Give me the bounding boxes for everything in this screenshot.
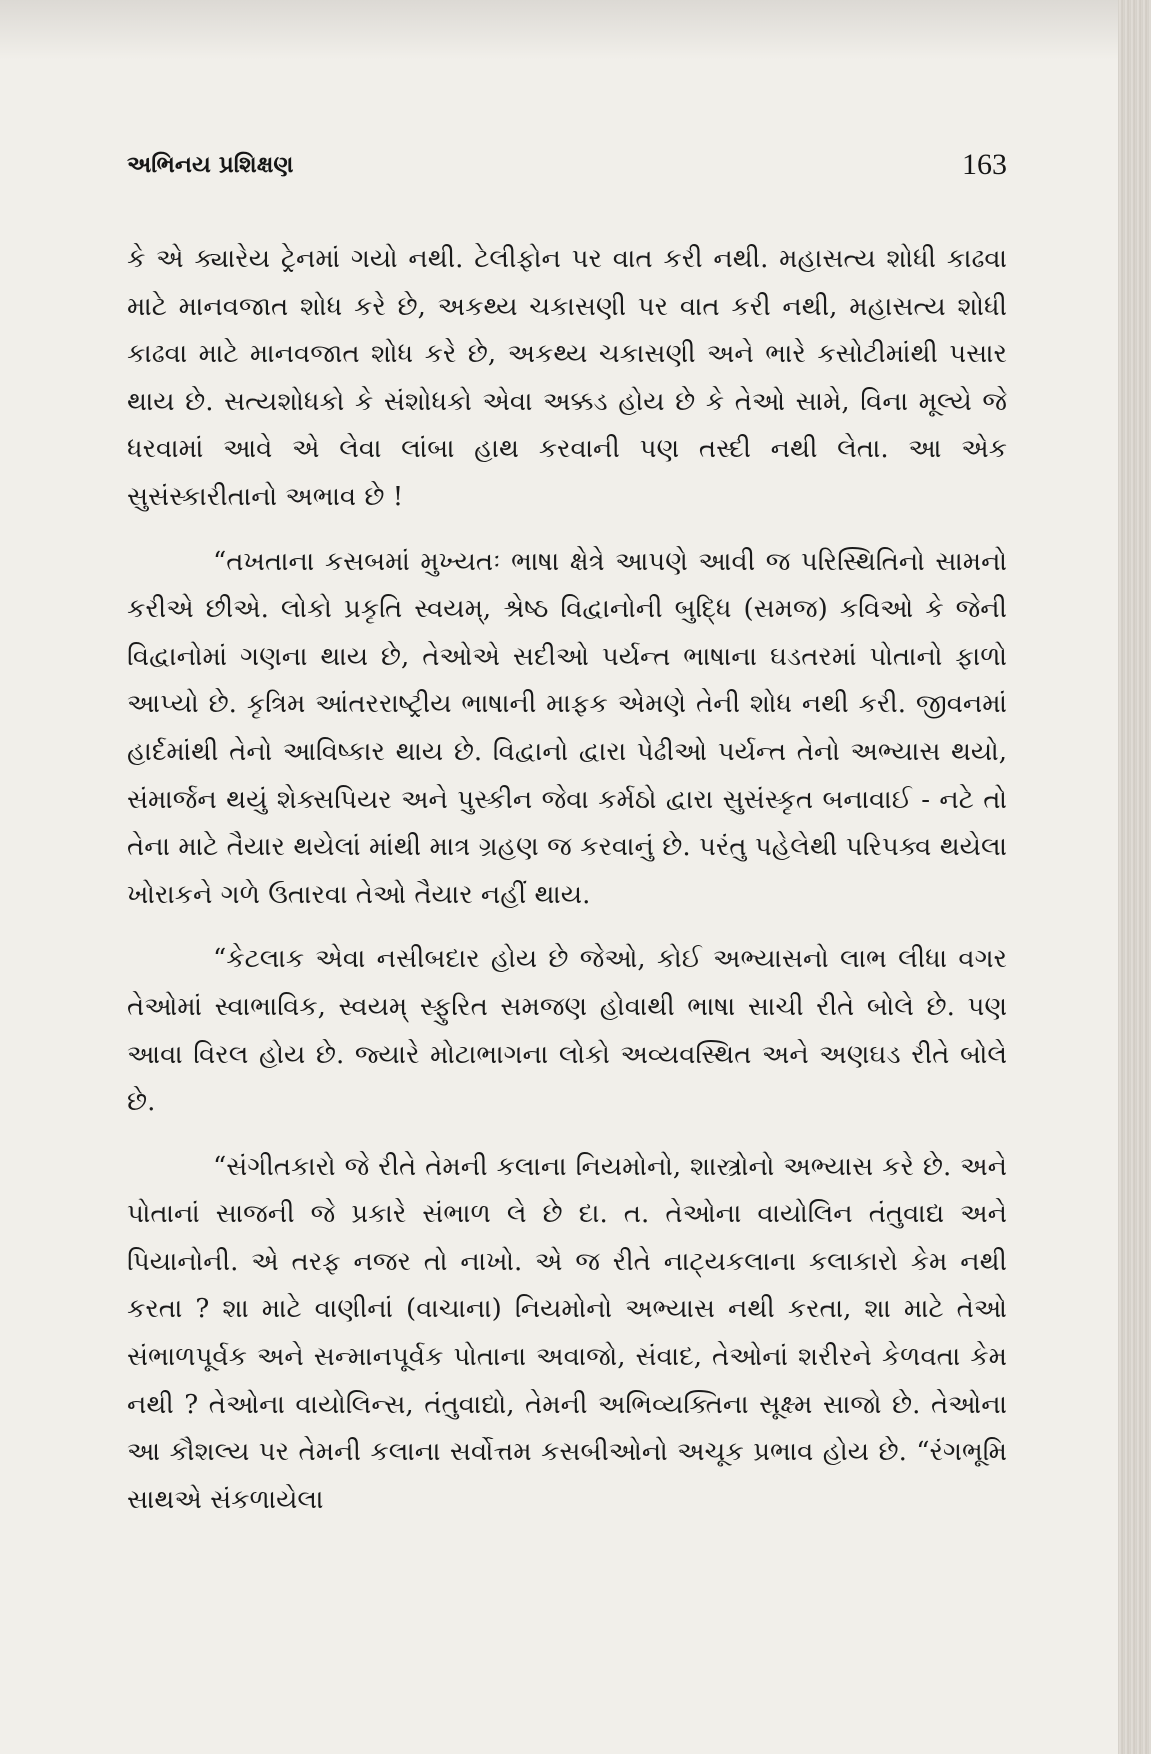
paragraph-3: “કેટલાક એવા નસીબદાર હોય છે જેઓ, કોઈ અભ્યાસનો લાભ લીધા વગર તેઓમાં સ્વાભાવિક, સ્વયમ્ સ્ફુરિત સમજણ હોવાથી ભાષા સાચી રીતે બોલે છે. પણ આવા વિરલ હોય છે. જ્યારે મોટાભાગના લોકો અવ્યવસ્થિત અને અણઘડ રીતે બોલે છે.: [127, 944, 1007, 1118]
running-title: અભિનય પ્રશિક્ષણ: [127, 152, 294, 178]
paragraph-2: “તખતાના કસબમાં મુખ્યતઃ ભાષા ક્ષેત્રે આપણે આવી જ પરિસ્થિતિનો સામનો કરીએ છીએ. લોકો પ્રકૃતિ સ્વયમ્, શ્રેષ્ઠ વિદ્વાનોની બુદ્ધિ (સમજ) કવિઓ કે જેની વિદ્વાનોમાં ગણના થાય છે, તેઓએ સદીઓ પર્યન્ત ભાષાના ઘડતરમાં પોતાનો ફાળો આપ્યો છે. કૃત્રિમ આંતરરાષ્ટ્રીય ભાષાની માફક એમણે તેની શોધ નથી કરી. જીવનમાં હાર્દમાંથી તેનો આવિષ્કાર થાય છે. વિદ્વાનો દ્વારા પેઢીઓ પર્યન્ત તેનો અભ્યાસ થયો, સંમાર્જન થયું શેક્સપિયર અને પુસ્કીન જેવા કર્મઠો દ્વારા સુસંસ્કૃત બનાવાઈ - નટે તો તેના માટે તૈયાર થયેલાં માંથી માત્ર ગ્રહણ જ કરવાનું છે. પરંતુ પહેલેથી પરિપક્વ થયેલા ખોરાકને ગળે ઉતારવા તેઓ તૈયાર નહીં થાય.: [127, 546, 1007, 910]
page-edge: [1118, 0, 1151, 1754]
paragraph-4: “સંગીતકારો જે રીતે તેમની કલાના નિયમોનો, શાસ્ત્રોનો અભ્યાસ કરે છે. અને પોતાનાં સાજની જે પ્રકારે સંભાળ લે છે દા. ત. તેઓના વાયોલિન તંતુવાદ્ય અને પિયાનોની. એ તરફ નજર તો નાખો. એ જ રીતે નાટ્યકલાના કલાકારો કેમ નથી કરતા ? શા માટે વાણીનાં (વાચાના) નિયમોનો અભ્યાસ નથી કરતા, શા માટે તેઓ સંભાળપૂર્વક અને સન્માનપૂર્વક પોતાના અવાજો, સંવાદ, તેઓનાં શરીરને કેળવતા કેમ નથી ? તેઓના વાયોલિન્સ, તંતુવાદ્યો, તેમની અભિવ્યક્તિના સૂક્ષ્મ સાજો છે. તેઓના આ કૌશલ્ય પર તેમની કલાના સર્વોત્તમ કસબીઓનો અચૂક પ્રભાવ હોય છે. “રંગભૂમિ સાથએ સંકળાયેલા: [127, 1151, 1007, 1515]
body-text: [127, 236, 1007, 1524]
page-header: [127, 148, 1007, 188]
page-number: 163: [962, 148, 1007, 181]
paragraph-1: કે એ ક્યારેય ટ્રેનમાં ગયો નથી. ટેલીફોન પર વાત કરી નથી. મહાસત્ય શોધી કાઢવા માટે માનવજાત શોધ કરે છે, અકથ્ય ચકાસણી પર વાત કરી નથી, મહાસત્ય શોધી કાઢવા માટે માનવજાત શોધ કરે છે, અકથ્ય ચકાસણી અને ભારે કસોટીમાંથી પસાર થાય છે. સત્યશોધકો કે સંશોધકો એવા અક્કડ હોય છે કે તેઓ સામે, વિના મૂલ્યે જે ધરવામાં આવે એ લેવા લાંબા હાથ કરવાની પણ તસ્દી નથી લેતા. આ એક સુસંસ્કારીતાનો અભાવ છે !: [127, 244, 1007, 512]
top-shadow: [0, 0, 1151, 60]
